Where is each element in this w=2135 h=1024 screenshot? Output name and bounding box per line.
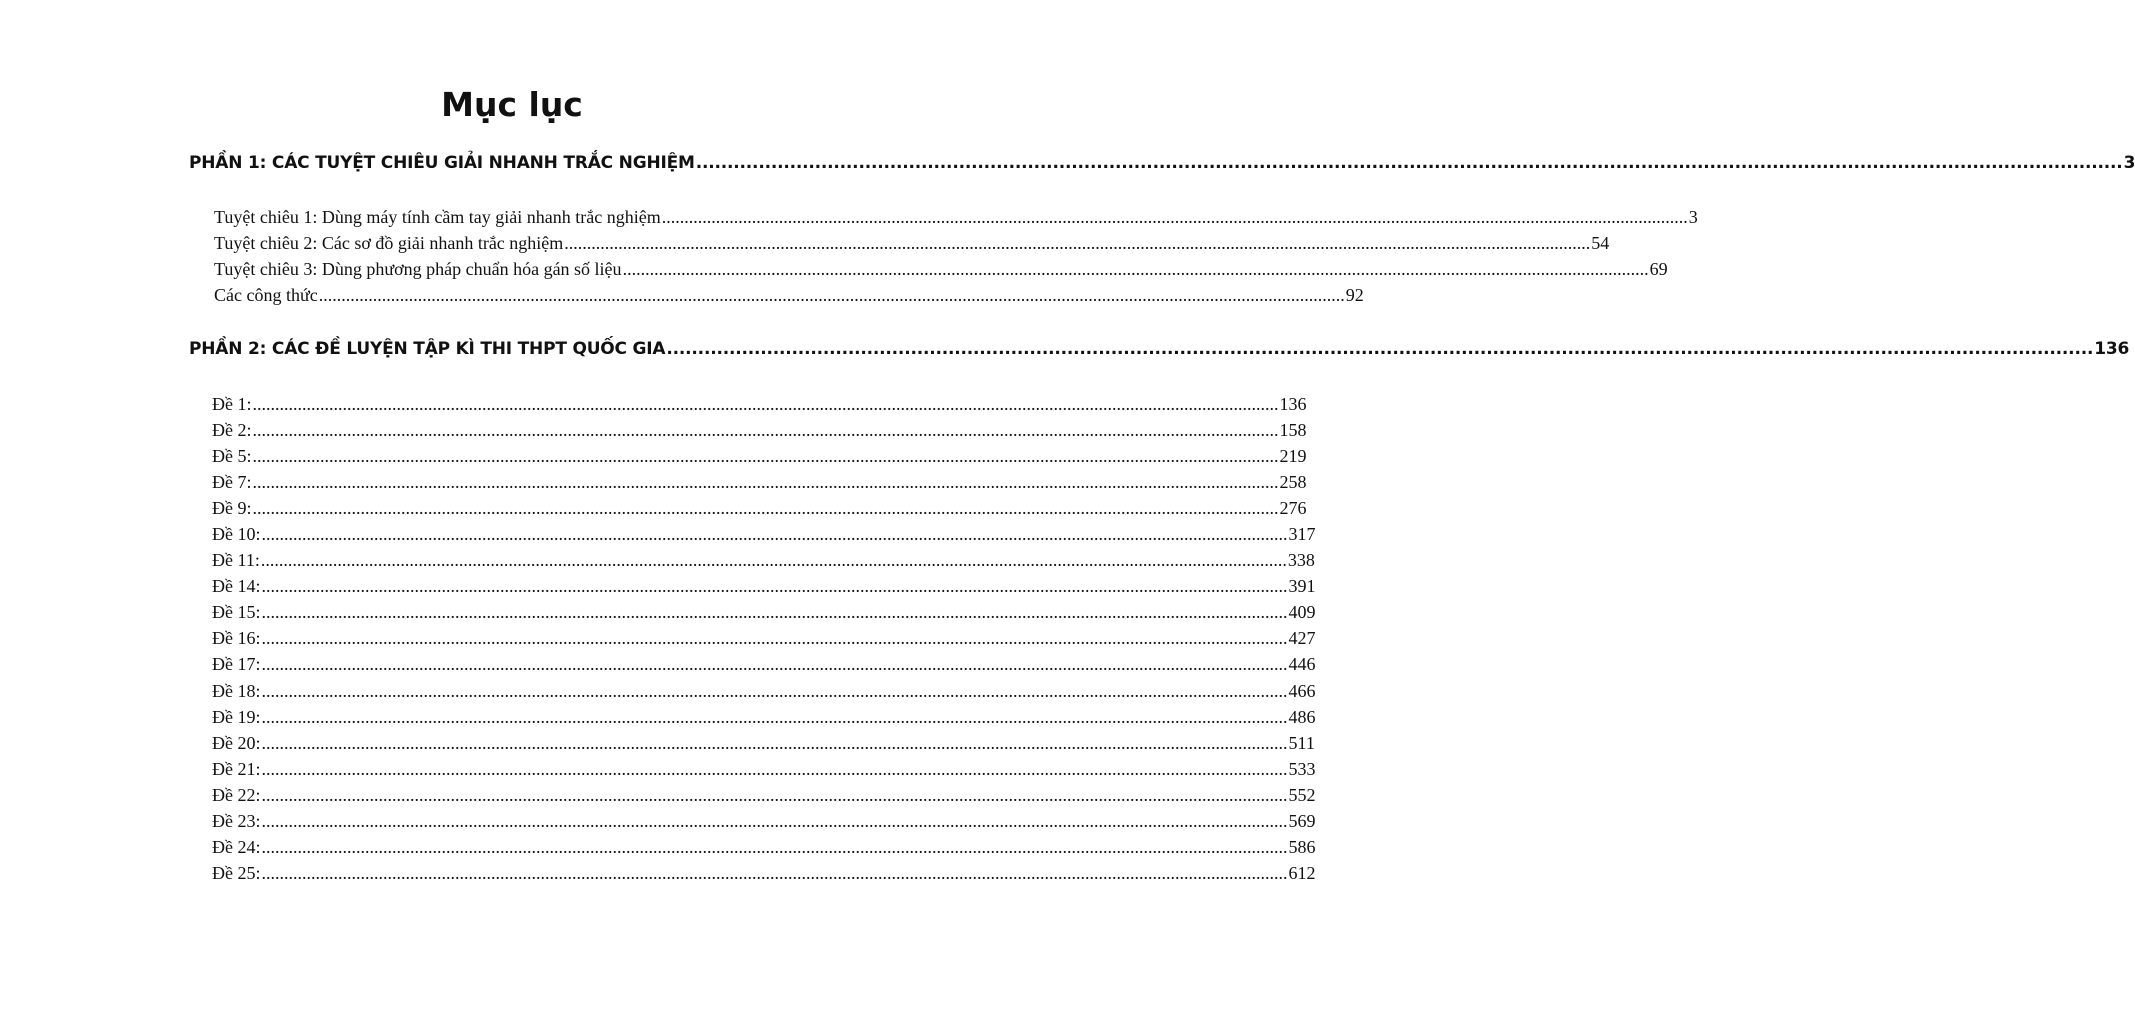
dot-leader: .................................................................................................................................................................................................................................... — [261, 811, 1288, 831]
dot-leader: .................................................................................................................................................................................................................................... — [261, 733, 1288, 753]
dot-leader: .................................................................................................................................................................................................................................... — [261, 681, 1288, 701]
toc-entry[interactable] — [212, 418, 1307, 442]
toc-entry[interactable] — [212, 757, 1316, 781]
dot-leader: .................................................................................................................................................................................................................................... — [261, 837, 1288, 857]
toc-entry[interactable] — [212, 783, 1316, 807]
toc-entry[interactable] — [214, 231, 1610, 255]
toc-entry[interactable] — [214, 205, 1698, 229]
section-2-title: PHẦN 2: CÁC ĐỀ LUYỆN TẬP KÌ THI THPT QUỐC GIA — [189, 339, 666, 359]
toc-entry-page: 158 — [1279, 420, 1307, 440]
toc-entry-page: 612 — [1288, 863, 1316, 883]
dot-leader: .................................................................................................................................................................................................................................... — [252, 420, 1279, 440]
dot-leader: .................................................................................................................................................................................................................................... — [564, 233, 1591, 253]
dot-leader: .................................................................................................................................................................................................................................... — [261, 602, 1288, 622]
toc-entry-label: Đề 14: — [212, 576, 261, 596]
dot-leader: .................................................................................................................................................................................................................................... — [661, 207, 1688, 227]
toc-entry-page: 391 — [1288, 576, 1316, 596]
toc-entry-label: Đề 24: — [212, 837, 261, 857]
toc-entry-label: Tuyệt chiêu 2: Các sơ đồ giải nhanh trắc nghiệm — [214, 233, 564, 253]
toc-entry-label: Đề 22: — [212, 785, 261, 805]
toc-entry-label: Đề 10: — [212, 524, 261, 544]
toc-entry-label: Đề 7: — [212, 472, 252, 492]
toc-entry-page: 219 — [1279, 446, 1307, 466]
toc-entry[interactable] — [214, 257, 1668, 281]
dot-leader: .................................................................................................................................................................................................................................... — [261, 576, 1288, 596]
dot-leader: .................................................................................................................................................................................................................................... — [318, 285, 1345, 305]
page-title: Mục lục — [441, 85, 583, 124]
toc-entry[interactable] — [212, 522, 1316, 546]
toc-entry[interactable] — [212, 731, 1315, 755]
toc-entry-page: 136 — [1279, 394, 1307, 414]
section-1-page: 3 — [2123, 153, 2135, 173]
toc-entry[interactable] — [214, 283, 1364, 307]
toc-entry-label: Đề 1: — [212, 394, 252, 414]
toc-entry-page: 92 — [1345, 285, 1364, 305]
toc-entry[interactable] — [212, 835, 1316, 859]
toc-entry-page: 317 — [1288, 524, 1316, 544]
dot-leader: .................................................................................................................................................................................................................................... — [261, 628, 1288, 648]
dot-leader: .................................................................................................................................................................................................................................... — [252, 446, 1279, 466]
toc-entry-page: 446 — [1288, 654, 1316, 674]
toc-entry-label: Đề 11: — [212, 550, 260, 570]
toc-entry-page: 54 — [1591, 233, 1610, 253]
toc-entry-label: Đề 19: — [212, 707, 261, 727]
dot-leader: .................................................................................................................................................................................................................................... — [622, 259, 1649, 279]
dot-leader: .................................................................................................................................................................................................................................... — [252, 498, 1279, 518]
toc-entry-page: 552 — [1288, 785, 1316, 805]
section-1-heading[interactable] — [189, 148, 2135, 178]
toc-entry[interactable] — [212, 705, 1316, 729]
toc-entry-label: Đề 21: — [212, 759, 261, 779]
toc-entry-page: 69 — [1649, 259, 1668, 279]
dot-leader: .................................................................................................................................................................................................................................... — [252, 472, 1279, 492]
section-2-heading[interactable] — [189, 334, 2130, 364]
dot-leader: .................................................................................................................................................................................................................................... — [261, 707, 1288, 727]
toc-entry-label: Đề 17: — [212, 654, 261, 674]
toc-entry-label: Tuyệt chiêu 1: Dùng máy tính cầm tay giải nhanh trắc nghiệm — [214, 207, 661, 227]
toc-entry-page: 586 — [1288, 837, 1316, 857]
toc-entry[interactable] — [212, 626, 1316, 650]
toc-entry[interactable] — [212, 548, 1315, 572]
dot-leader: .................................................................................................................................................................................................................................... — [261, 759, 1288, 779]
section-1-title: PHẦN 1: CÁC TUYỆT CHIÊU GIẢI NHANH TRẮC NGHIỆM — [189, 153, 695, 173]
toc-entry-label: Đề 5: — [212, 446, 252, 466]
toc-entry[interactable] — [212, 470, 1307, 494]
toc-entry[interactable] — [212, 444, 1307, 468]
toc-entry[interactable] — [212, 861, 1316, 885]
toc-entry-page: 486 — [1288, 707, 1316, 727]
toc-entry-page: 409 — [1288, 602, 1316, 622]
toc-entry-label: Các công thức — [214, 285, 318, 305]
toc-entry[interactable] — [212, 600, 1316, 624]
toc-entry[interactable] — [212, 392, 1307, 416]
toc-entry[interactable] — [212, 574, 1316, 598]
toc-entry-label: Đề 16: — [212, 628, 261, 648]
dot-leader: .................................................................................................................................................................................................................................... — [695, 153, 2123, 173]
toc-entry-page: 338 — [1287, 550, 1315, 570]
dot-leader: .................................................................................................................................................................................................................................... — [260, 550, 1287, 570]
dot-leader: .................................................................................................................................................................................................................................... — [261, 863, 1288, 883]
toc-entry-page: 533 — [1288, 759, 1316, 779]
toc-entry-page: 3 — [1688, 207, 1698, 227]
toc-entry[interactable] — [212, 679, 1316, 703]
toc-entry-label: Tuyệt chiêu 3: Dùng phương pháp chuẩn hóa gán số liệu — [214, 259, 622, 279]
dot-leader: .................................................................................................................................................................................................................................... — [252, 394, 1279, 414]
toc-entry-label: Đề 15: — [212, 602, 261, 622]
toc-entry[interactable] — [212, 652, 1316, 676]
toc-entry-label: Đề 18: — [212, 681, 261, 701]
toc-entry-label: Đề 20: — [212, 733, 261, 753]
toc-entry-label: Đề 2: — [212, 420, 252, 440]
toc-entry-page: 511 — [1288, 733, 1315, 753]
toc-entry-page: 427 — [1288, 628, 1316, 648]
toc-entry-label: Đề 23: — [212, 811, 261, 831]
toc-entry-label: Đề 9: — [212, 498, 252, 518]
dot-leader: .................................................................................................................................................................................................................................... — [666, 339, 2094, 359]
toc-entry[interactable] — [212, 809, 1316, 833]
toc-entry-page: 569 — [1288, 811, 1316, 831]
dot-leader: .................................................................................................................................................................................................................................... — [261, 785, 1288, 805]
dot-leader: .................................................................................................................................................................................................................................... — [261, 524, 1288, 544]
toc-entry[interactable] — [212, 496, 1307, 520]
section-2-page: 136 — [2094, 339, 2130, 359]
toc-entry-page: 276 — [1279, 498, 1307, 518]
toc-entry-page: 258 — [1279, 472, 1307, 492]
dot-leader: .................................................................................................................................................................................................................................... — [261, 654, 1288, 674]
toc-entry-page: 466 — [1288, 681, 1316, 701]
toc-entry-label: Đề 25: — [212, 863, 261, 883]
